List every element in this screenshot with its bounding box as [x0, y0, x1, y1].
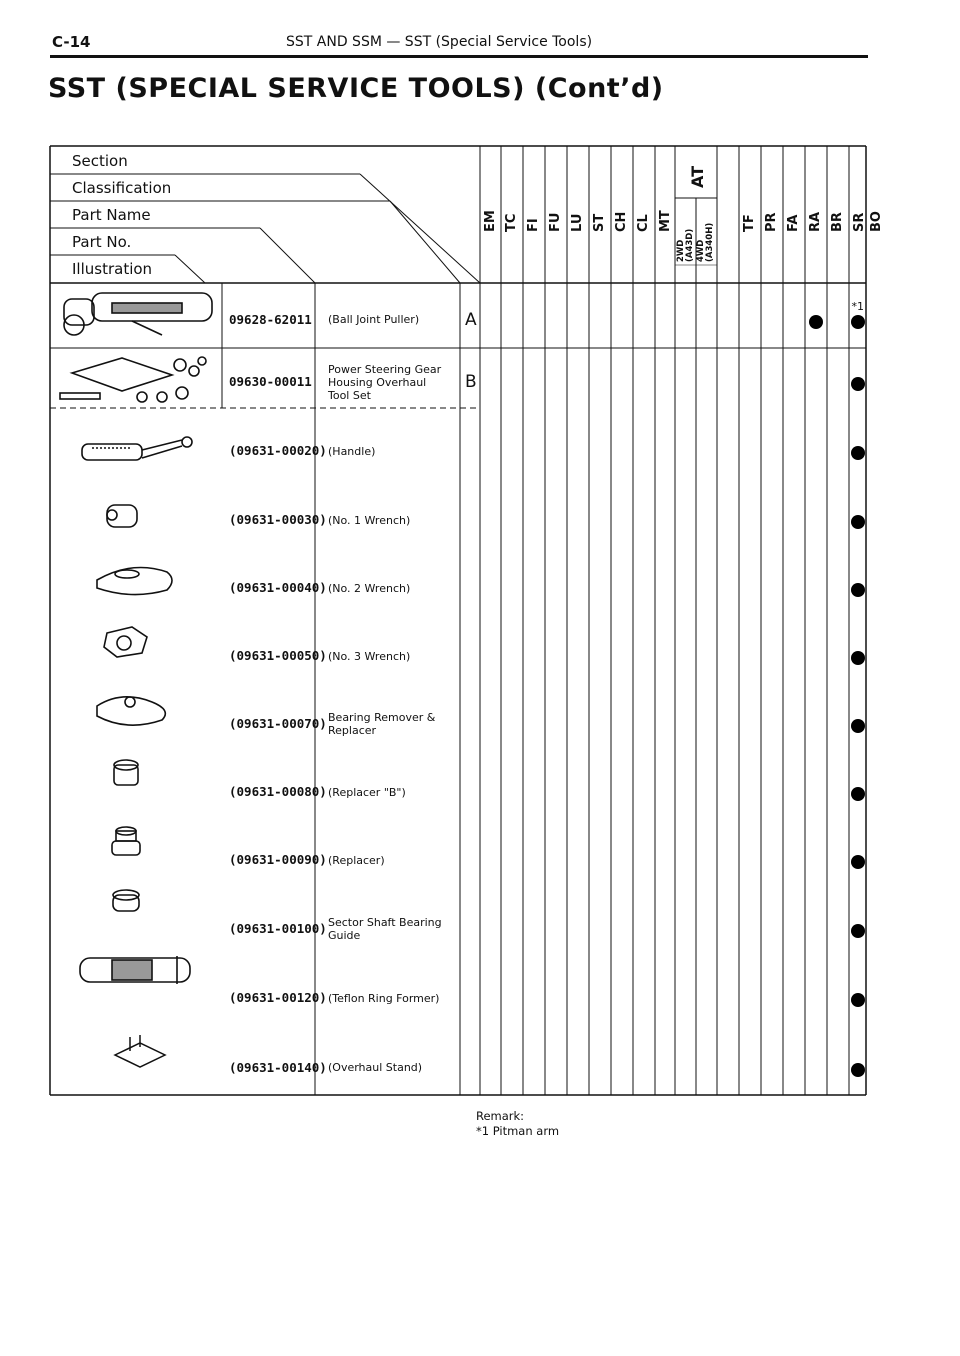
- applicability-dot-sr: [851, 855, 865, 869]
- part-name: [328, 854, 385, 867]
- overhaul-stand-illustration: [110, 1033, 170, 1078]
- part-name-line: (Teflon Ring Former): [328, 991, 440, 1005]
- applicability-dot-sr: [851, 377, 865, 391]
- classification: B: [465, 372, 477, 392]
- applicability-dot-sr: [851, 446, 865, 460]
- header-part-no-label: Part No.: [72, 233, 132, 251]
- part-number: (09631-00040): [229, 580, 327, 595]
- column-header-tc: TC: [504, 213, 519, 232]
- applicability-dot-sr: [851, 787, 865, 801]
- column-header-lu: LU: [570, 213, 585, 232]
- remark-label: Remark:: [476, 1109, 525, 1123]
- no1-wrench-illustration: [107, 505, 137, 527]
- part-name-line: Housing Overhaul: [328, 375, 427, 389]
- page-title: SST (SPECIAL SERVICE TOOLS) (Cont’d): [48, 73, 664, 104]
- part-name: [328, 650, 410, 663]
- handle-illustration: [82, 437, 192, 460]
- applicability-dot-ra: [809, 315, 823, 329]
- part-name: [328, 445, 375, 458]
- classification: A: [465, 309, 477, 330]
- remark-note: *1 Pitman arm: [476, 1124, 560, 1138]
- column-header-sr: SR: [852, 212, 867, 232]
- part-name: [328, 992, 439, 1005]
- header-part-name-label: Part Name: [72, 206, 151, 224]
- column-header-ra: RA: [808, 211, 823, 232]
- at-2wd-label: 2WD (A43D): [676, 228, 695, 262]
- teflon-ring-former-illustration: [80, 956, 190, 984]
- applicability-dot-sr: [851, 315, 865, 329]
- column-header-tf: TF: [742, 214, 757, 232]
- applicability-dot-sr: [851, 719, 865, 733]
- column-header-pr: PR: [764, 212, 779, 232]
- part-number: 09628-62011: [229, 311, 312, 327]
- part-name: [328, 514, 410, 527]
- bearing-remover-illustration: [97, 697, 165, 725]
- applicability-dot-sr: [851, 993, 865, 1007]
- part-name-line: (No. 3 Wrench): [328, 649, 411, 663]
- ball-joint-puller-illustration: [64, 293, 212, 335]
- column-header-st: ST: [592, 213, 607, 232]
- column-header-mt: MT: [658, 210, 673, 232]
- tool-illustrations: [52, 285, 222, 1025]
- part-number: (09631-00030): [229, 512, 327, 527]
- part-name: [328, 786, 406, 799]
- part-name-line: Bearing Remover &: [328, 711, 436, 724]
- column-header-em: EM: [483, 210, 498, 232]
- part-name: [328, 313, 419, 326]
- applicability-dot-sr: [851, 515, 865, 529]
- part-name-line: Sector Shaft Bearing: [328, 916, 442, 929]
- part-name-line: (Replacer "B"): [328, 785, 406, 799]
- column-header-fu: FU: [548, 212, 563, 232]
- part-name-line: (Overhaul Stand): [328, 1061, 423, 1074]
- part-name-line: Replacer: [328, 724, 377, 737]
- part-number: (09631-00080): [229, 784, 327, 799]
- part-number: (09631-00090): [229, 852, 327, 867]
- part-number: (09631-00100): [229, 921, 327, 936]
- header-classification-label: Classification: [72, 179, 172, 197]
- replacer-b-illustration: [114, 760, 138, 785]
- column-header-br: BR: [830, 212, 845, 232]
- applicability-dot-sr: [851, 1063, 865, 1077]
- part-name-line: Guide: [328, 929, 361, 942]
- column-header-fi: FI: [526, 218, 541, 232]
- part-name-line: (No. 2 Wrench): [328, 581, 411, 595]
- part-name-line: Power Steering Gear: [328, 362, 442, 376]
- part-number: 09630-00011: [229, 374, 312, 389]
- part-number: (09631-00140): [229, 1059, 327, 1075]
- at-4wd-label: 4WD (A340H): [696, 222, 715, 262]
- page-number: C-14: [52, 33, 91, 51]
- bearing-guide-illustration: [113, 890, 139, 911]
- part-name-line: (Handle): [328, 444, 376, 458]
- column-header-cl: CL: [636, 214, 651, 232]
- part-number: (09631-00070): [229, 716, 327, 731]
- header-illustration-label: Illustration: [72, 260, 153, 278]
- part-number: (09631-00120): [229, 990, 327, 1005]
- column-header-at: AT: [688, 165, 707, 188]
- tool-set-illustration: [60, 357, 206, 402]
- running-title: SST AND SSM — SST (Special Service Tools): [286, 34, 593, 50]
- part-name: [328, 711, 435, 737]
- part-name-line: (Ball Joint Puller): [328, 313, 420, 326]
- part-name-line: (No. 1 Wrench): [328, 513, 411, 527]
- column-header-bo: BO: [869, 211, 884, 232]
- part-name: [328, 363, 441, 402]
- no3-wrench-illustration: [104, 627, 147, 657]
- part-number: (09631-00020): [229, 443, 327, 458]
- part-name-line: (Replacer): [328, 853, 385, 867]
- applicability-dot-sr: [851, 924, 865, 938]
- column-header-fa: FA: [786, 214, 801, 232]
- part-name: [328, 582, 410, 595]
- part-name: [328, 916, 442, 942]
- column-header-ch: CH: [614, 211, 629, 232]
- header-section-label: Section: [72, 152, 128, 170]
- replacer-illustration: [112, 827, 140, 855]
- part-name: [328, 1061, 422, 1074]
- applicability-dot-sr: [851, 583, 865, 597]
- no2-wrench-illustration: [97, 568, 172, 595]
- applicability-dot-sr: [851, 651, 865, 665]
- part-name-line: Tool Set: [328, 388, 371, 402]
- part-number: (09631-00050): [229, 648, 327, 663]
- footnote-marker: *1: [851, 299, 864, 313]
